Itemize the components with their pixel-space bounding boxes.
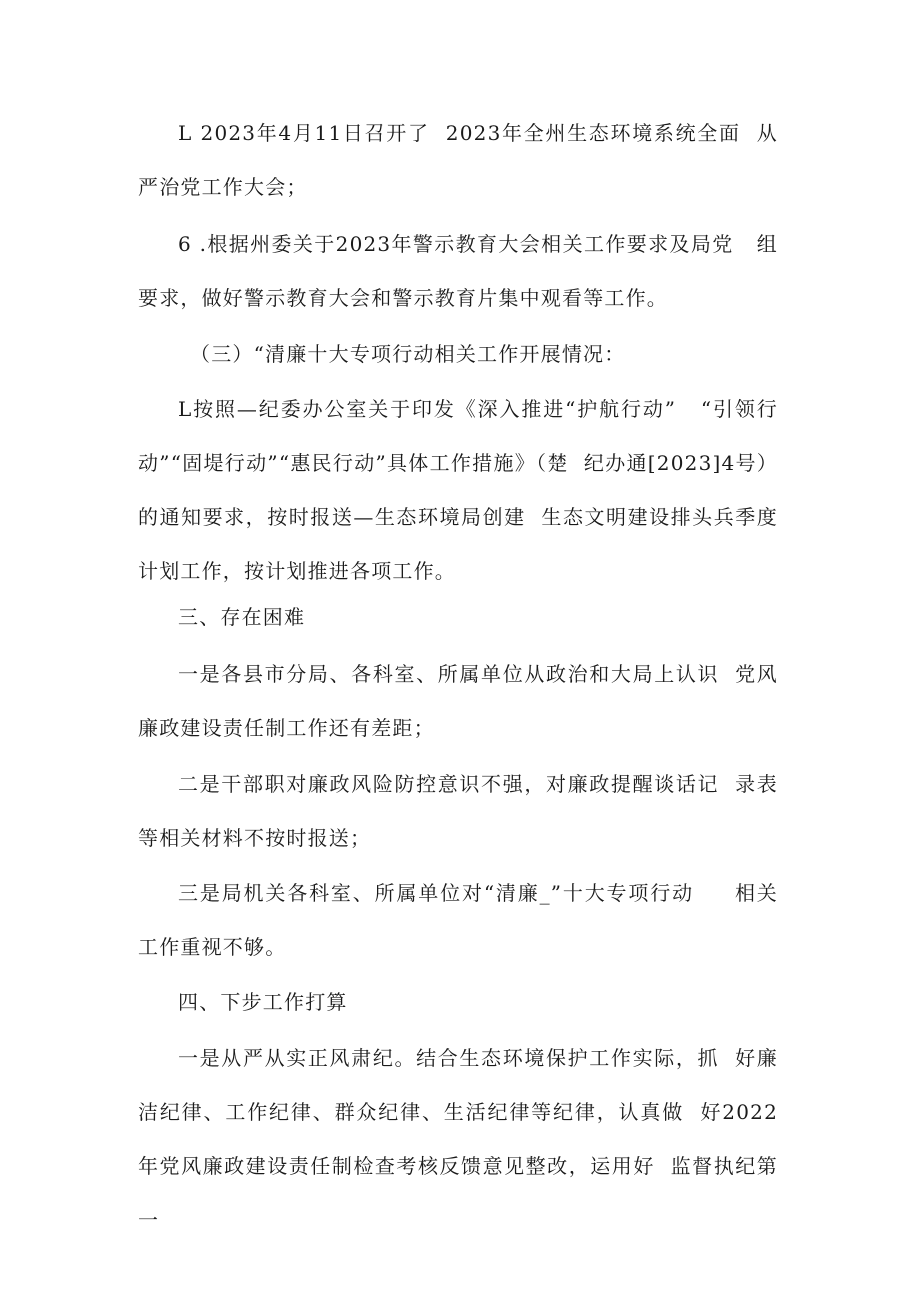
paragraph-warning-education: 6 .根据州委关于2023年警示教育大会相关工作要求及局党 组要求，做好警示教育大会和警示教育片集中观看等工作。 [138, 232, 778, 310]
section-heading-difficulties: 三、存在困难 [178, 605, 306, 629]
paragraph-meeting: L 2023年4月11日召开了 2023年全州生态环境系统全面 从严治党工作大会； [138, 121, 778, 199]
paragraph-next-step-one: 一是从严从实正风肃纪。结合生态环境保护工作实际，抓 好廉洁纪律、工作纪律、群众纪律、生活纪律等纪律，认真做 好2022年党风廉政建设责任制检查考核反馈意见整改，运用好 监督执纪第一 [138, 1046, 778, 1232]
paragraph-actions-notice: L按照—纪委办公室关于印发《深入推进“护航行动” “引领行动”“固堤行动”“惠民行动”具体工作措施》（楚 纪办通[2023]4号）的通知要求，按时报送—生态环境局创建 生态文明建设排头兵季度计划工作，按计划推进各项工作。 [138, 397, 778, 583]
section-heading-three: （三）“清廉十大专项行动相关工作开展情况： [190, 342, 626, 366]
paragraph-difficulty-two: 二是干部职对廉政风险防控意识不强，对廉政提醒谈话记 录表等相关材料不按时报送； [138, 772, 778, 850]
paragraph-difficulty-three: 三是局机关各科室、所属单位对“清廉_”十大专项行动 相关工作重视不够。 [138, 881, 778, 959]
paragraph-difficulty-one: 一是各县市分局、各科室、所属单位从政治和大局上认识 党风廉政建设责任制工作还有差距； [138, 662, 778, 740]
section-heading-next-steps: 四、下步工作打算 [178, 990, 348, 1014]
